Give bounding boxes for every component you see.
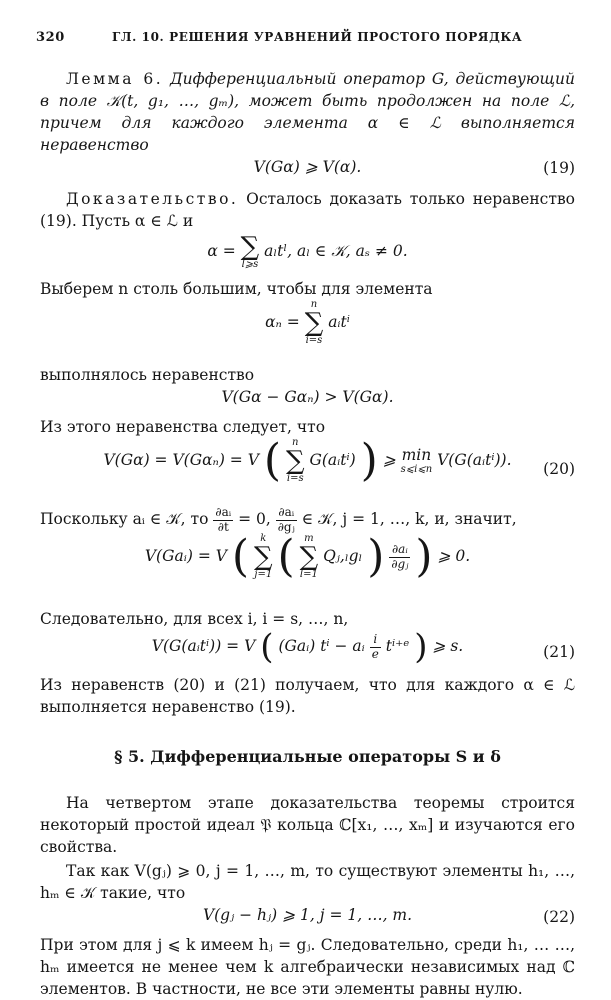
min-operator	[401, 447, 433, 475]
page-number: 320	[36, 30, 65, 45]
equation-21	[40, 627, 575, 674]
fraction-denominator: ∂gⱼ	[391, 556, 409, 571]
proof-label: Доказательство.	[66, 190, 239, 208]
sum-lower-limit: l=1	[299, 569, 318, 580]
consequently-text: Следовательно, для всех i, i = s, …, n,	[40, 610, 349, 628]
follows-text: Из этого неравенства следует, что	[40, 418, 326, 436]
sum-lower-limit: i=s	[286, 473, 304, 484]
right-paren: )	[360, 435, 378, 486]
sum-upper-limit: n	[310, 299, 318, 310]
sum-upper-limit: n	[292, 437, 299, 448]
equation-20-lhs: V(Gα) = V(Gαₙ) = V	[103, 451, 259, 469]
equation-21-term: (Gaᵢ) tⁱ − aᵢ	[278, 637, 365, 655]
right-paren: )	[415, 531, 433, 582]
left-paren: (	[260, 627, 274, 667]
equation-19	[40, 156, 575, 180]
alpha-n-definition	[40, 300, 575, 364]
alpha-n-rhs: aᵢtⁱ	[328, 313, 350, 331]
since-mid: = 0,	[238, 510, 271, 528]
page-body	[40, 68, 575, 1000]
equation-20-ge: ⩾	[382, 451, 396, 469]
choose-n-text: Выберем n столь большим, чтобы для элемента	[40, 280, 433, 298]
equation-19-body: V(Gα) ⩾ V(α).	[253, 158, 362, 176]
section-heading: § 5. Дифференциальные операторы S и δ	[114, 747, 501, 766]
proof-text-1: Осталось доказать только неравенство (19). Пусть α ∈ ℒ и	[40, 190, 575, 230]
sum-lower-limit: i=s	[305, 335, 323, 346]
partial-fraction-g	[389, 543, 410, 570]
sum-symbol: n ∑ i=s	[304, 299, 324, 346]
partial-fraction-t	[213, 506, 233, 533]
lemma-paragraph	[40, 68, 575, 156]
equation-20-rhs: V(G(aᵢtⁱ)).	[437, 451, 512, 469]
equation-g-ai	[40, 531, 575, 608]
sum-symbol: ∑ l⩾s	[240, 232, 260, 270]
equation-22	[40, 904, 575, 930]
min-subscript: s⩽i⩽n	[400, 464, 433, 476]
inequality-main	[40, 386, 575, 414]
left-paren: (	[263, 435, 282, 486]
alpha-n-lhs: αₙ =	[265, 313, 300, 331]
fraction-denominator: ∂gⱼ	[277, 519, 295, 534]
sum-symbol: m ∑ l=1	[299, 533, 319, 580]
equation-20	[40, 435, 575, 500]
alpha-expansion	[40, 234, 575, 278]
equation-21-end: ⩾ s.	[432, 637, 464, 655]
fulfilled-text: выполнялось неравенство	[40, 366, 255, 384]
since-paragraph	[40, 504, 575, 534]
fraction-numerator: i	[370, 633, 381, 647]
equation-g-lhs: V(Gaᵢ) = V	[144, 547, 227, 565]
equation-19-number: (19)	[543, 159, 575, 177]
since-text: Поскольку aᵢ ∈ 𝒦, то	[40, 510, 209, 528]
proof-paragraph	[40, 188, 575, 232]
fraction-numerator: ∂aᵢ	[215, 505, 232, 520]
equation-21-tail: tⁱ⁺ᵉ	[385, 637, 410, 655]
section-paragraph-1: На четвертом этапе доказательства теоремы строится некоторый простой идеал 𝔓 кольца ℂ[x₁, …, xₘ] и изучаются его свойства.	[40, 794, 575, 856]
partial-fraction-g	[276, 506, 297, 533]
equation-21-lhs: V(G(aᵢtⁱ)) = V	[151, 637, 256, 655]
min-label: min	[401, 445, 432, 464]
sum-lower-limit: j=1	[254, 569, 273, 580]
fraction-denominator: ∂t	[217, 519, 229, 534]
equation-g-term: Qⱼ,ₗgₗ	[323, 547, 363, 565]
sum-lower-limit: l⩾s	[241, 259, 259, 270]
running-title: ГЛ. 10. РЕШЕНИЯ УРАВНЕНИЙ ПРОСТОГО ПОРЯДКА	[112, 30, 523, 44]
equation-22-number: (22)	[543, 908, 575, 926]
alpha-lhs: α =	[207, 242, 236, 260]
sum-symbol: n ∑ i=s	[285, 437, 305, 484]
fraction-numerator: ∂aᵢ	[389, 543, 410, 557]
inequality-main-body: V(Gα − Gαₙ) > V(Gα).	[221, 388, 394, 406]
lemma-text: Дифференциальный оператор G, действующий в поле 𝒦(t, g₁, …, gₘ), может быть продолжен на поле ℒ, причем для каждого элемента α ∈ ℒ выполняется неравенство	[40, 70, 576, 154]
right-paren: )	[414, 627, 428, 667]
since-tail: ∈ 𝒦, j = 1, …, k, и, значит,	[301, 510, 517, 528]
fraction-i-over-e	[370, 633, 381, 660]
sum-symbol: k ∑ j=1	[253, 533, 273, 580]
page-header	[36, 30, 584, 52]
fraction-denominator: e	[371, 646, 379, 661]
lemma-label: Лемма 6.	[66, 70, 164, 88]
conclusion-text: Из неравенств (20) и (21) получаем, что для каждого α ∈ ℒ выполняется неравенство (19).	[40, 676, 575, 716]
equation-20-number: (20)	[543, 460, 575, 478]
sum-upper-limit: k	[260, 533, 267, 544]
sum-upper-limit: m	[304, 533, 314, 544]
fraction-numerator: ∂aᵢ	[276, 506, 297, 520]
section-paragraph-2: Так как V(gⱼ) ⩾ 0, j = 1, …, m, то существуют элементы h₁, …, hₘ ∈ 𝒦 такие, что	[40, 862, 575, 902]
equation-21-number: (21)	[543, 643, 575, 661]
equation-22-body: V(gⱼ − hⱼ) ⩾ 1, j = 1, …, m.	[202, 906, 413, 924]
section-paragraph-3: При этом для j ⩽ k имеем hⱼ = gⱼ. Следовательно, среди h₁, … …, hₘ имеется не менее чем k алгебраически независимых над ℂ элементов. В частности, не все эти элементы равны нулю.	[40, 936, 575, 998]
equation-g-end: ⩾ 0.	[437, 547, 471, 565]
right-paren: )	[367, 531, 385, 582]
left-paren: (	[277, 531, 295, 582]
equation-20-middle: G(aᵢtⁱ)	[309, 451, 356, 469]
alpha-rhs: aₗtˡ, aₗ ∈ 𝒦, aₛ ≠ 0.	[264, 242, 408, 260]
left-paren: (	[231, 531, 250, 582]
